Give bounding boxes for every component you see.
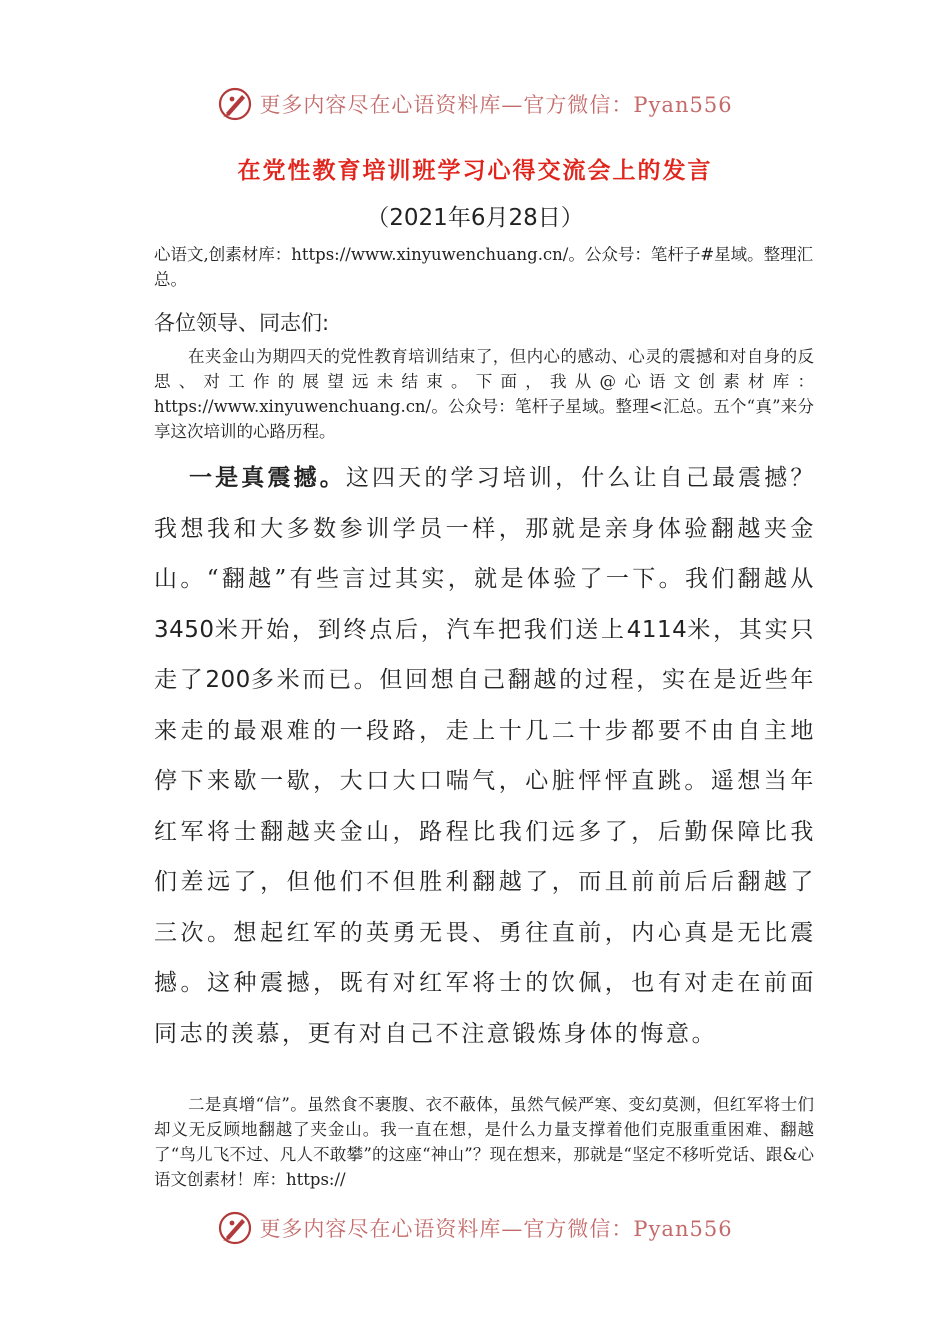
footer-banner [0, 1208, 950, 1248]
greeting: 各位领导、同志们: [154, 311, 330, 335]
section-one-text-b: 米开始，到终点后，汽车把我们送上 [214, 616, 627, 643]
section-one-lead: 一是真震撼。 [189, 464, 346, 491]
document-date: （2021年6月28日） [366, 205, 584, 231]
section-one-text-d: 多米而已。但回想自己翻越的过程，实在是近些年来走的最艰难的一段路，走上十几二十步都要不由自主地停下来歇一歇，大口大口喘气，心脏怦怦直跳。遥想当年红军将士翻越夹金山，路程比我们远多了，后勤保障比我们差远了，但他们不但胜利翻越了，而且前前后后翻越了三次。想起红军的英勇无畏、勇往直前，内心真是无比震撼。这种震撼，既有对红军将士的饮佩，也有对走在前面同志的羡慕，更有对自己不注意锻炼身体的悔意。 [154, 667, 817, 1047]
section-one-text-a: 这四天的学习培训，什么让自己最震撼？我想我和大多数参训学员一样，那就是亲身体验翻越夹金山。“翻越”有些言过其实，就是体验了一下。我们翻越从 [154, 465, 816, 592]
altitude-start: 3450 [154, 616, 215, 643]
pen-circle-icon [217, 86, 253, 122]
header-banner [0, 84, 950, 124]
distance-walked: 200 [205, 667, 251, 693]
source-note: 心语文,创素材库：https://www.xinyuwenchuang.cn/。公众号：笔杆子#星域。整理汇总。 [154, 245, 814, 289]
pen-circle-icon [217, 1210, 253, 1246]
section-one-paragraph [154, 453, 816, 1059]
banner-text: 更多内容尽在心语资料库—官方微信：Pyan556 [259, 1217, 733, 1241]
banner-text: 更多内容尽在心语资料库—官方微信：Pyan556 [259, 93, 733, 117]
intro-paragraph: 在夹金山为期四天的党性教育培训结束了，但内心的感动、心灵的震撼和对自身的反思、对工作的展望远未结束。下面，我从@心语文创素材库：https://www.xinyuwenchuang.cn/。公众号：笔杆子星域。整理<汇总。五个“真”来分享这次培训的心路历程。 [154, 347, 814, 441]
altitude-end: 4114 [626, 616, 688, 643]
document-title: 在党性教育培训班学习心得交流会上的发言 [237, 158, 713, 184]
section-two-paragraph: 二是真增“信”。虽然食不裹腹、衣不蔽体，虽然气候严寒、变幻莫测，但红军将士们却义无反顾地翻越了夹金山。我一直在想，是什么力量支撑着他们克服重重困难、翻越了“鸟儿飞不过、凡人不敢攀”的这座“神山”？现在想来，那就是“坚定不移听党话、跟&心语文创素材！库：https:// [154, 1095, 814, 1189]
section-one-text-c: 米，其实只走了 [154, 616, 816, 693]
